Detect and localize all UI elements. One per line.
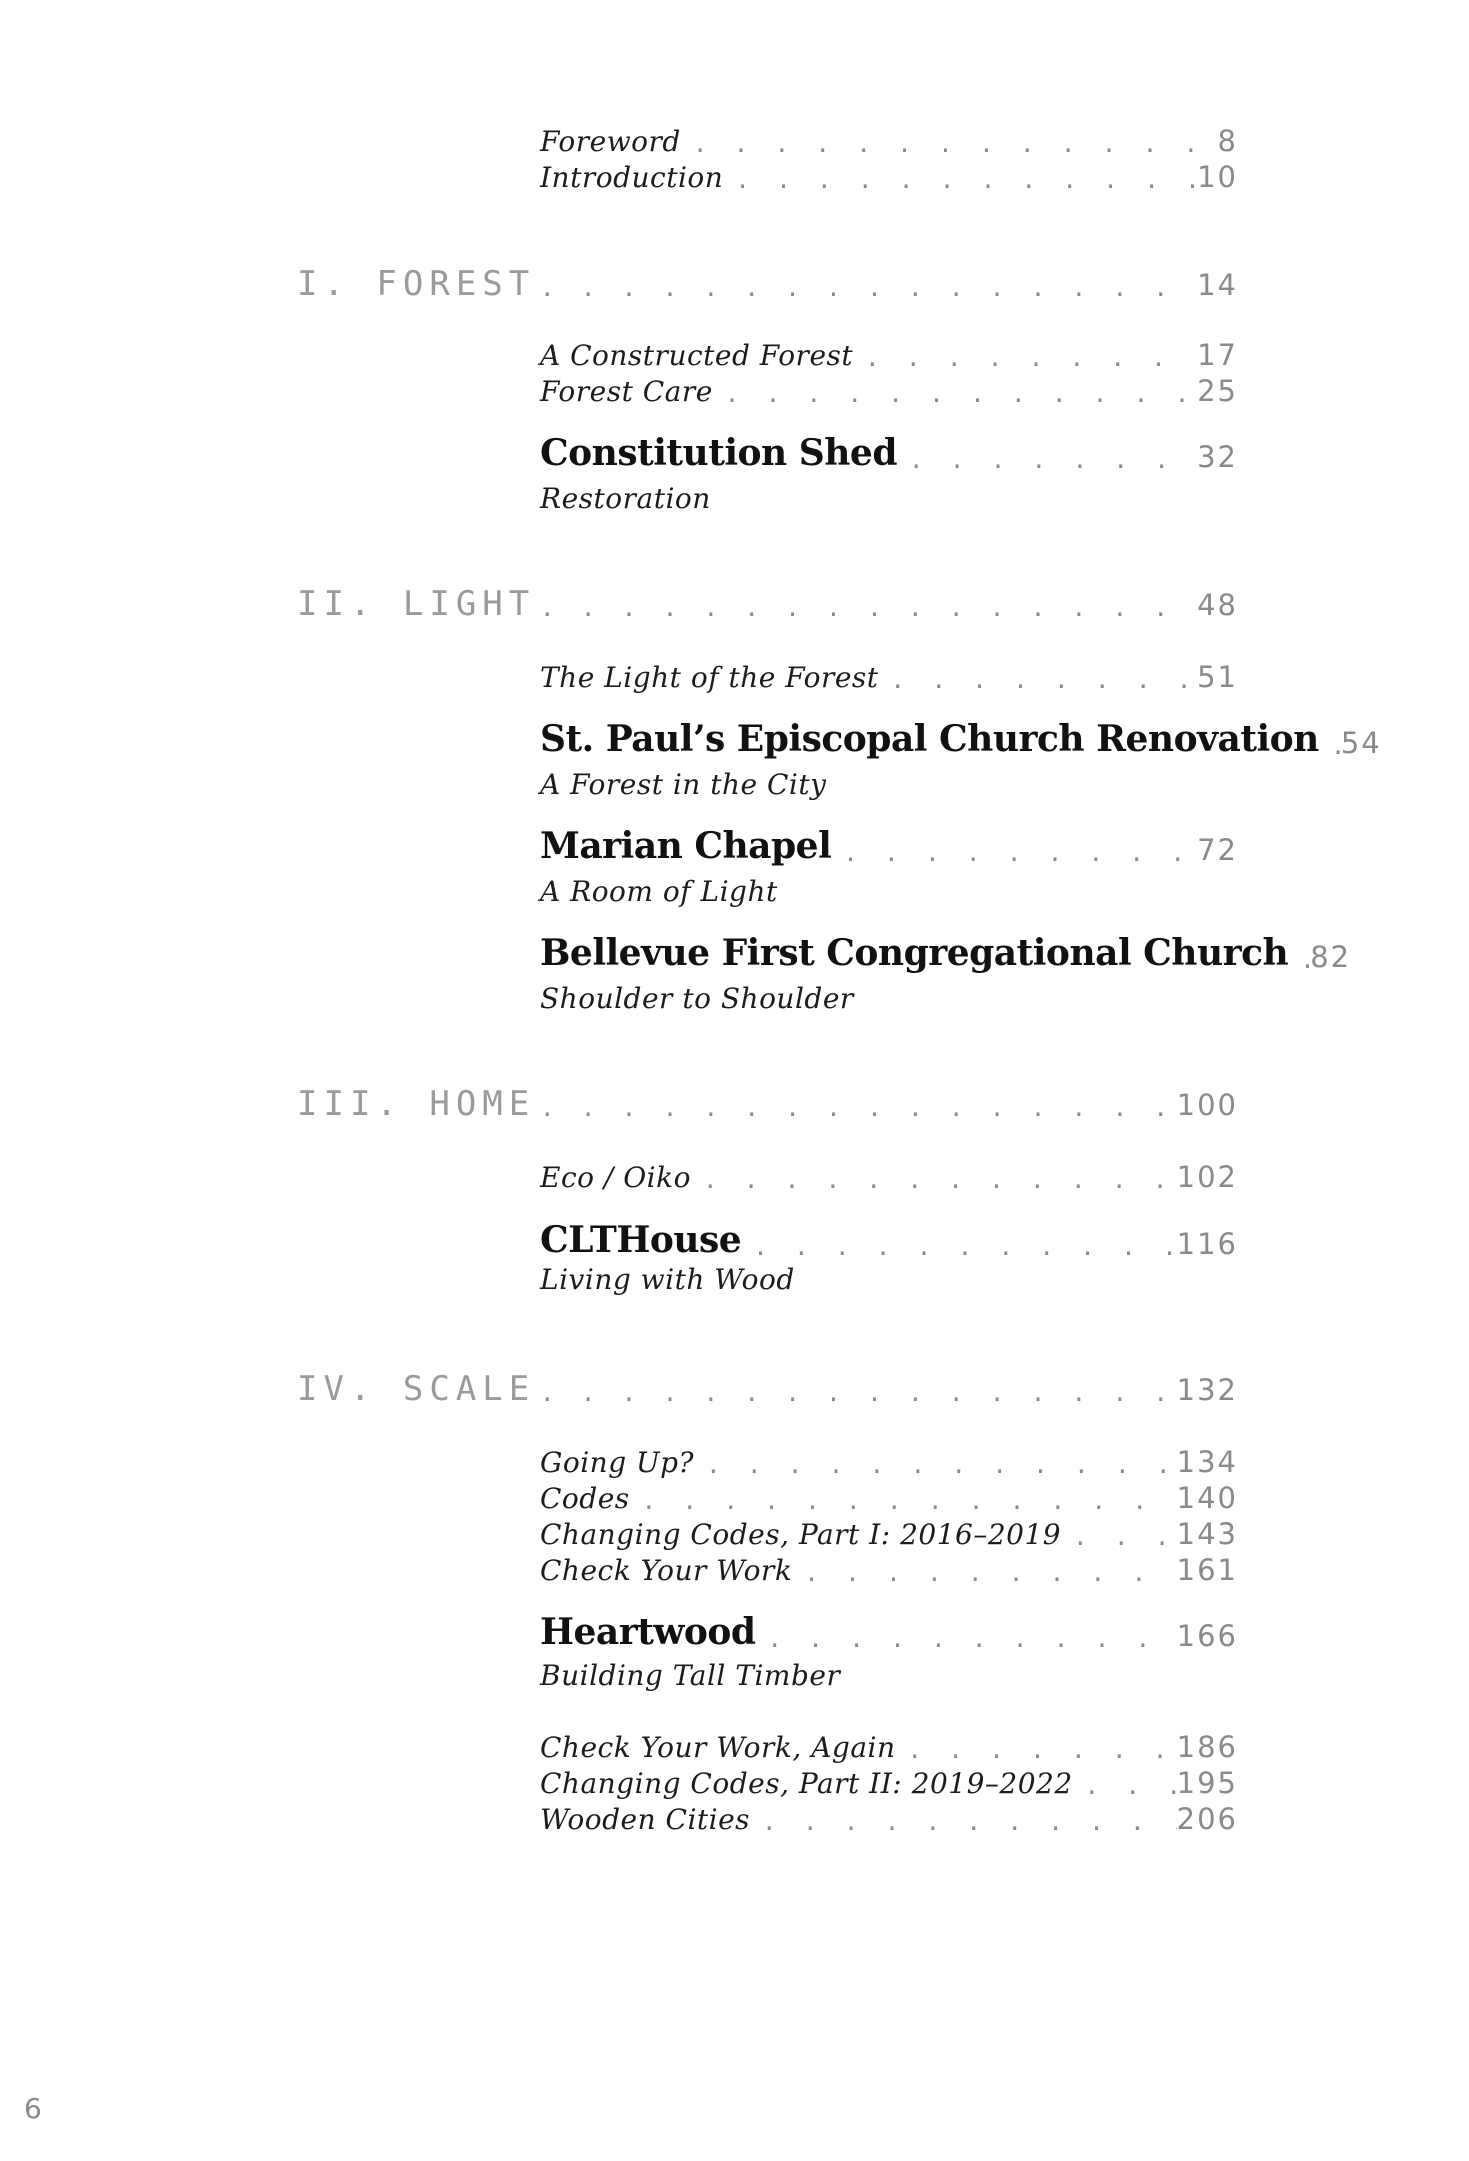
toc-project-entry[interactable]: [540, 1611, 1238, 1653]
part-heading-light[interactable]: II. LIGHT: [297, 584, 536, 624]
toc-page-number: 186: [1176, 1730, 1238, 1764]
toc-entry-title: Changing Codes, Part II: 2019–2022: [540, 1767, 1073, 1800]
project-subtitle: Restoration: [540, 482, 711, 515]
toc-entry[interactable]: [540, 338, 1238, 372]
toc-page-number: 100: [1176, 1088, 1238, 1122]
dot-leader: [1061, 1523, 1177, 1551]
toc-page-number: 8: [1217, 124, 1238, 158]
toc-entry-title: Going Up?: [540, 1446, 695, 1479]
dot-leader: [896, 1736, 1177, 1764]
project-title: St. Paul’s Episcopal Church Renovation: [540, 718, 1319, 760]
dot-leader: [1319, 732, 1341, 760]
toc-entry[interactable]: [540, 1802, 1238, 1836]
toc-page-number: 161: [1176, 1553, 1238, 1587]
project-title: CLTHouse: [540, 1219, 742, 1261]
toc-entry-title: Codes: [540, 1482, 630, 1515]
dot-leader: [756, 1625, 1177, 1653]
toc-entry-title: Foreword: [540, 125, 681, 158]
toc-entry[interactable]: [540, 1481, 1238, 1515]
part-leader-forest[interactable]: [540, 268, 1238, 302]
part-heading-scale[interactable]: IV. SCALE: [297, 1369, 536, 1409]
toc-entry[interactable]: [540, 1517, 1238, 1551]
toc-page-number: 166: [1176, 1619, 1238, 1653]
dot-leader: [723, 166, 1197, 194]
toc-entry-title: Changing Codes, Part I: 2016–2019: [540, 1518, 1062, 1551]
toc-entry-foreword[interactable]: [540, 124, 1238, 158]
toc-page-number: 51: [1197, 660, 1238, 694]
toc-page-number: 54: [1340, 726, 1382, 760]
project-title: Marian Chapel: [540, 825, 832, 867]
page-number: 6: [24, 2092, 42, 2125]
toc-page-number: 82: [1310, 940, 1352, 974]
toc-entry-title: Eco / Oiko: [540, 1161, 691, 1194]
toc-project-entry[interactable]: [540, 432, 1238, 474]
project-title: Heartwood: [540, 1611, 756, 1653]
toc-page-number: 10: [1197, 160, 1238, 194]
toc-page-number: 116: [1176, 1227, 1238, 1261]
part-leader-scale[interactable]: [540, 1373, 1238, 1407]
project-subtitle: A Room of Light: [540, 875, 778, 908]
dot-leader: [540, 594, 1197, 622]
dot-leader: [879, 666, 1198, 694]
dot-leader: [897, 446, 1197, 474]
toc-entry[interactable]: [540, 1553, 1238, 1587]
dot-leader: [750, 1808, 1177, 1836]
toc-page-number: 143: [1176, 1517, 1238, 1551]
dot-leader: [741, 1233, 1176, 1261]
toc-entry-title: A Constructed Forest: [540, 339, 854, 372]
dot-leader: [540, 1379, 1177, 1407]
project-title: Bellevue First Congregational Church: [540, 932, 1289, 974]
toc-entry-title: Wooden Cities: [540, 1803, 751, 1836]
dot-leader: [713, 380, 1197, 408]
toc-entry-title: The Light of the Forest: [540, 661, 879, 694]
part-heading-home[interactable]: III. HOME: [297, 1084, 536, 1124]
dot-leader: [681, 130, 1218, 158]
toc-project-entry[interactable]: [540, 932, 1352, 974]
toc-entry[interactable]: [540, 660, 1238, 694]
toc-entry[interactable]: [540, 1730, 1238, 1764]
toc-page-number: 72: [1197, 833, 1238, 867]
project-subtitle: A Forest in the City: [540, 768, 827, 801]
toc-entry[interactable]: [540, 374, 1238, 408]
part-leader-light[interactable]: [540, 588, 1238, 622]
toc-project-entry[interactable]: [540, 1219, 1238, 1261]
dot-leader: [1073, 1772, 1177, 1800]
toc-page-number: 195: [1176, 1766, 1238, 1800]
toc-page-number: 132: [1176, 1373, 1238, 1407]
toc-entry-title: Introduction: [540, 161, 724, 194]
project-subtitle: Living with Wood: [540, 1263, 795, 1296]
toc-page-number: 140: [1176, 1481, 1238, 1515]
toc-entry-introduction[interactable]: [540, 160, 1238, 194]
toc-project-entry[interactable]: [540, 825, 1238, 867]
dot-leader: [1288, 946, 1310, 974]
project-title: Constitution Shed: [540, 432, 897, 474]
toc-entry[interactable]: [540, 1766, 1238, 1800]
dot-leader: [540, 274, 1197, 302]
toc-entry[interactable]: [540, 1160, 1238, 1194]
toc-entry[interactable]: [540, 1445, 1238, 1479]
toc-page-number: 134: [1176, 1445, 1238, 1479]
dot-leader: [540, 1094, 1177, 1122]
project-subtitle: Shoulder to Shoulder: [540, 982, 854, 1015]
dot-leader: [691, 1166, 1177, 1194]
part-leader-home[interactable]: [540, 1088, 1238, 1122]
toc-page-number: 102: [1176, 1160, 1238, 1194]
toc-page-number: 32: [1197, 440, 1238, 474]
dot-leader: [792, 1559, 1176, 1587]
toc-project-entry[interactable]: [540, 718, 1382, 760]
toc-entry-title: Check Your Work, Again: [540, 1731, 896, 1764]
toc-page-number: 17: [1197, 338, 1238, 372]
toc-page-number: 48: [1197, 588, 1238, 622]
toc-page-number: 206: [1176, 1802, 1238, 1836]
dot-leader: [694, 1451, 1177, 1479]
dot-leader: [853, 344, 1197, 372]
toc-entry-title: Check Your Work: [540, 1554, 793, 1587]
toc-entry-title: Forest Care: [540, 375, 713, 408]
toc-page-number: 14: [1197, 268, 1238, 302]
toc-page-number: 25: [1197, 374, 1238, 408]
dot-leader: [630, 1487, 1177, 1515]
dot-leader: [831, 839, 1197, 867]
part-heading-forest[interactable]: I. FOREST: [297, 264, 536, 304]
project-subtitle: Building Tall Timber: [540, 1659, 841, 1692]
